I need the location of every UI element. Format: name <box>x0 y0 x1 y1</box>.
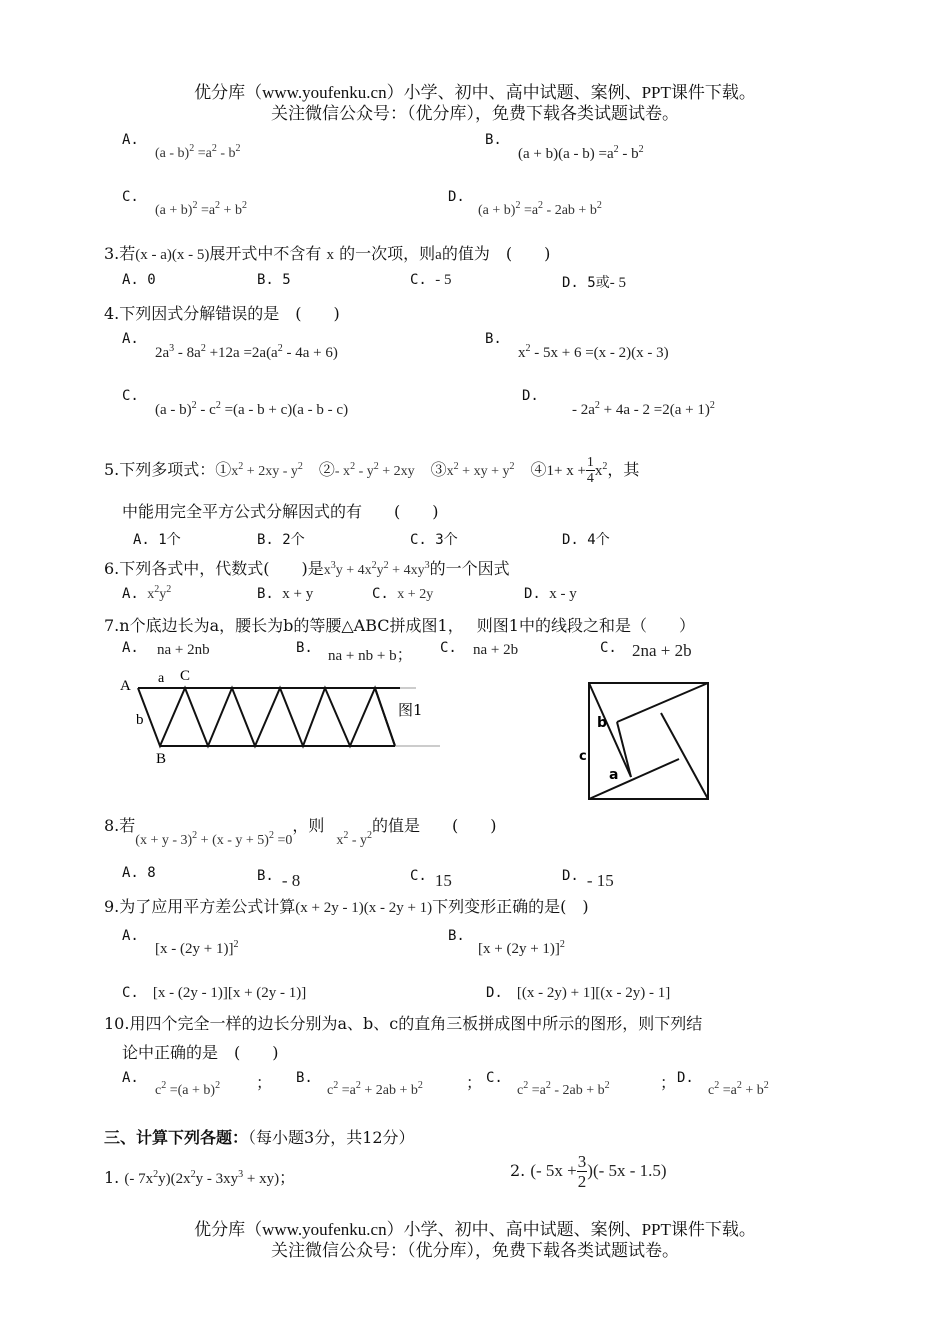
q4-option-c-label: C. <box>122 388 139 404</box>
q9-option-a-label: A. <box>122 928 139 944</box>
q4-option-b-math: $x^2 - 5x + 6 =(x - 2)(x - 3)$ <box>518 343 669 361</box>
q7-option-b-val: na + nb + b； <box>328 647 413 664</box>
side-b-label: b <box>136 712 144 728</box>
q7-option-d-label: C. <box>600 640 617 656</box>
q8-option-d: D. - 15 <box>562 868 614 890</box>
q8-option-b: B. - 8 <box>257 868 301 890</box>
q10-option-c-math: $c^2 =a^2 - 2ab + b^2$ <box>517 1080 610 1098</box>
figure-square-pinwheel <box>575 677 720 807</box>
question-3-stem: 3.若(x - a)(x - 5)展开式中不含有 x 的一次项，则a的值为 ( ) <box>104 244 551 263</box>
question-10-line2: 论中正确的是 ( ) <box>122 1043 279 1062</box>
figure-1-triangles <box>110 664 450 774</box>
q10-sep-3: ； <box>660 1073 677 1092</box>
square-c-label: c <box>579 749 587 764</box>
q7-option-d-val: 2na + 2b <box>632 641 692 660</box>
q4-option-a-math: $2a^3 - 8a^2 +12a =2a(a^2 - 4a + 6)$ <box>155 343 338 361</box>
q9-option-b-label: B. <box>448 928 465 944</box>
option-a-math: $(a - b)^2 =a^2 - b^2$ <box>155 143 241 161</box>
q3-option-b: B. 5 <box>257 272 291 288</box>
point-c-label: C <box>180 668 191 684</box>
q10-option-b-math: $c^2 =a^2 + 2ab + b^2$ <box>327 1080 423 1098</box>
section-3-title: 三、计算下列各题：（每小题3分，共12分） <box>104 1128 415 1147</box>
calc-problem-2: 2. (- 5x + $\frac{3}{2}$ )(- 5x - 1.5) <box>510 1152 667 1191</box>
q8-option-c: C. 15 <box>410 868 452 890</box>
square-a-label: a <box>609 767 619 783</box>
q10-option-c-label: C. <box>486 1070 503 1086</box>
q9-option-a-val: $[x - (2y + 1)]^2$ <box>155 939 239 957</box>
question-10-line1: 10.用四个完全一样的边长分别为a、b、c的直角三板拼成图中所示的图形，则下列结 <box>104 1014 703 1033</box>
q4-option-a-label: A. <box>122 331 139 347</box>
question-4-stem: 4.下列因式分解错误的是 ( ) <box>104 304 340 323</box>
option-c-label: C. <box>122 189 139 205</box>
option-c-math: $(a + b)^2 =a^2 + b^2$ <box>155 200 247 218</box>
q5-option-a: A. 1个 <box>133 532 181 548</box>
option-a-label: A. <box>122 132 139 148</box>
question-5-stem: 5.下列多项式：$①x^2 + 2xy - y^2$ ②- $x^2 - y^2 + 2xy$ $③x^2$ + xy + $y^2$ ④1+ x + $\frac{1}{4}$ $x^2$，其 <box>104 455 640 486</box>
q6-option-b: B. x + y <box>257 586 314 602</box>
q4-option-b-label: B. <box>485 331 502 347</box>
option-b-label: B. <box>485 132 502 148</box>
q7-option-a-val: na + 2nb <box>157 642 210 658</box>
footer-line-1: 优分库（www.youfenku.cn）小学、初中、高中试题、案例、PPT课件下载。 <box>194 1220 756 1239</box>
calc-problem-1: 1. (- $7x^2y)(2x^2y - 3xy^3 + xy)$； <box>104 1168 296 1187</box>
option-d-math: $(a + b)^2 =a^2 - 2ab + b^2$ <box>478 200 602 218</box>
point-a-label: A <box>120 678 131 694</box>
q10-option-d-label: D. <box>677 1070 694 1086</box>
question-6-stem: 6.下列各式中，代数式( )是$x^3y + 4x^2y^2 + 4xy^3$的一个因式 <box>104 559 510 578</box>
q3-option-d: D. 5或- 5 <box>562 275 626 291</box>
q5-option-d: D. 4个 <box>562 532 610 548</box>
q6-option-c: C. x + 2y <box>372 586 434 602</box>
q4-option-d-math: - $2a^2 + 4a - 2 =2(a + 1)^2$ <box>572 400 715 418</box>
option-d-label: D. <box>448 189 465 205</box>
question-9-stem: 9.为了应用平方差公式计算(x + 2y - 1)(x - 2y + 1)下列变形正确的是( ) <box>104 897 589 916</box>
question-7-stem: 7.n个底边长为a，腰长为b的等腰△ABC拼成图1， 则图1中的线段之和是（ ） <box>104 616 695 635</box>
q10-option-a-label: A. <box>122 1070 139 1086</box>
q9-option-b-val: $[x + (2y + 1)]^2$ <box>478 939 565 957</box>
q5-option-c: C. 3个 <box>410 532 458 548</box>
q4-option-c-math: $(a - b)^2 - c^2 =(a - b + c)(a - b - c)$ <box>155 400 349 418</box>
side-a-label: a <box>158 671 165 686</box>
q10-sep-1: ； <box>256 1073 273 1092</box>
footer-line-2: 关注微信公众号：（优分库），免费下载各类试题试卷。 <box>271 1241 679 1260</box>
option-b-math: $(a + b)(a - b) =a^2 - b^2$ <box>518 144 644 162</box>
q10-option-d-math: $c^2 =a^2 + b^2$ <box>708 1080 769 1098</box>
point-b-label: B <box>156 751 167 767</box>
question-8-stem: 8.若$(x + y - 3)^2 + (x - y + 5)^2 =0$，则$x^2 - y^2$的值是 ( ) <box>104 816 497 848</box>
question-5-line2: 中能用完全平方公式分解因式的有 ( ) <box>122 502 439 521</box>
square-b-label: b <box>597 715 608 731</box>
header-line-1: 优分库（www.youfenku.cn）小学、初中、高中试题、案例、PPT课件下载。 <box>194 83 756 102</box>
q10-sep-2: ； <box>466 1073 483 1092</box>
q9-option-d: D. [(x - 2y) + 1][(x - 2y) - 1] <box>486 985 671 1001</box>
header-line-2: 关注微信公众号：（优分库），免费下载各类试题试卷。 <box>271 104 679 123</box>
q7-option-c-label: C. <box>440 640 457 656</box>
q7-option-a-label: A. <box>122 640 139 656</box>
q3-option-a: A. 0 <box>122 272 156 288</box>
q6-option-a: A. $x^2y^2$ <box>122 584 172 602</box>
q7-option-b-label: B. <box>296 640 313 656</box>
q8-option-a: A. 8 <box>122 865 156 881</box>
figure-1-label: 图1 <box>398 701 423 719</box>
q3-option-c: C. - 5 <box>410 272 452 288</box>
q6-option-d: D. x - y <box>524 586 577 602</box>
q4-option-d-label: D. <box>522 388 539 404</box>
q10-option-b-label: B. <box>296 1070 313 1086</box>
q9-option-c: C. [x - (2y - 1)][x + (2y - 1)] <box>122 985 307 1001</box>
q7-option-c-val: na + 2b <box>473 642 519 658</box>
q10-option-a-math: $c^2 =(a + b)^2$ <box>155 1080 221 1098</box>
q5-option-b: B. 2个 <box>257 532 305 548</box>
